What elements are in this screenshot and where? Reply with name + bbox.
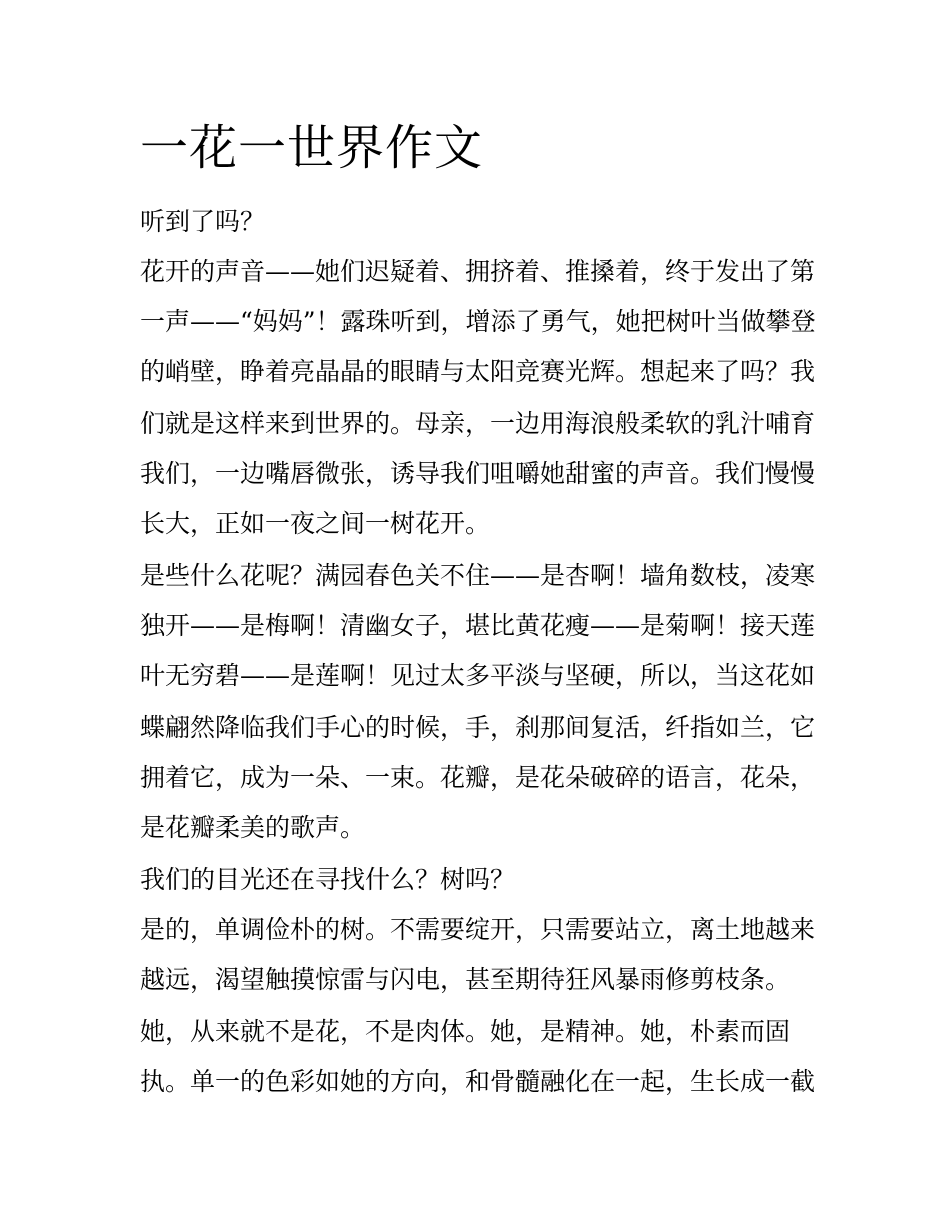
text-line-12: 拥着它，成为一朵、一束。花瓣，是花朵破碎的语言，花朵， (140, 763, 816, 792)
text-line-7: 长大，正如一夜之间一树花开。 (140, 509, 491, 538)
text-line-15: 是的，单调俭朴的树。不需要绽开，只需要站立，离土地越来 (140, 915, 816, 944)
text-line-18: 执。单一的色彩如她的方向，和骨髓融化在一起，生长成一截 (140, 1067, 816, 1096)
text-line-8: 是些什么花呢？满园春色关不住——是杏啊！墙角数枝，凌寒 (140, 561, 816, 590)
text-line-2: 花开的声音——她们迟疑着、拥挤着、推搡着，终于发出了第 (140, 257, 816, 286)
text-line-3: 一声——“妈妈”！露珠听到，增添了勇气，她把树叶当做攀登 (140, 307, 816, 336)
text-line-16: 越远，渴望触摸惊雷与闪电，甚至期待狂风暴雨修剪枝条。 (140, 965, 791, 994)
document-title: 一花一世界作文 (140, 120, 484, 176)
text-line-11: 蝶翩然降临我们手心的时候，手，刹那间复活，纤指如兰，它 (140, 713, 816, 742)
text-line-5: 们就是这样来到世界的。母亲，一边用海浪般柔软的乳汁哺育 (140, 409, 816, 438)
text-line-6: 我们，一边嘴唇微张，诱导我们咀嚼她甜蜜的声音。我们慢慢 (140, 459, 816, 488)
text-line-14: 我们的目光还在寻找什么？树吗？ (140, 865, 516, 894)
text-line-9: 独开——是梅啊！清幽女子，堪比黄花瘦——是菊啊！接天莲 (140, 611, 816, 640)
text-line-10: 叶无穷碧——是莲啊！见过太多平淡与坚硬，所以，当这花如 (140, 661, 816, 690)
text-line-1: 听到了吗？ (140, 207, 266, 236)
text-line-13: 是花瓣柔美的歌声。 (140, 813, 366, 842)
text-line-4: 的峭壁，睁着亮晶晶的眼睛与太阳竞赛光辉。想起来了吗？我 (140, 357, 816, 386)
text-line-17: 她，从来就不是花，不是肉体。她，是精神。她，朴素而固 (140, 1017, 791, 1046)
